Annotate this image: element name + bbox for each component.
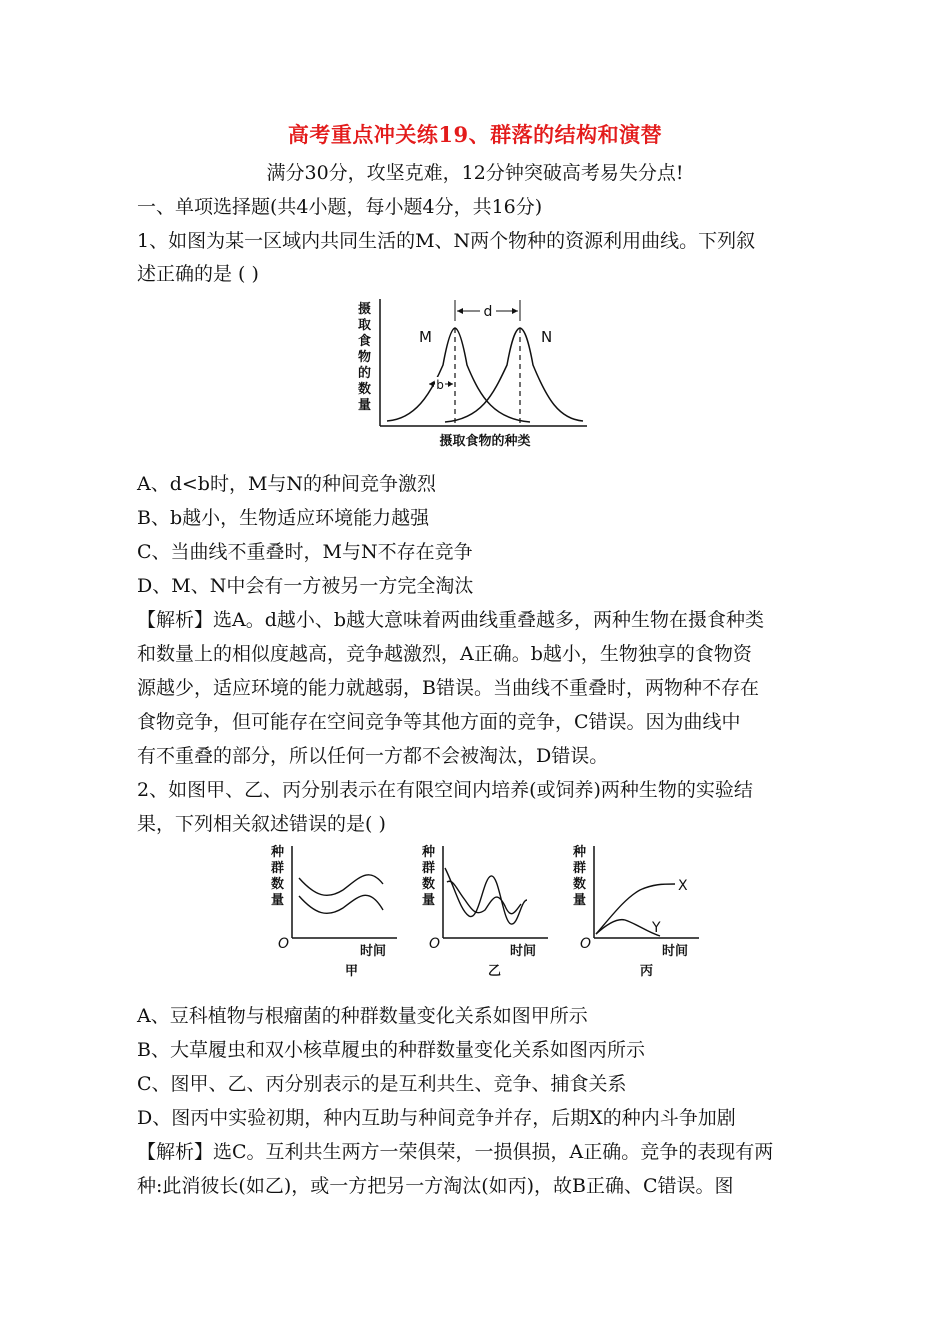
q1-option-a: A、d<b时，M与N的种间竞争激烈 [137, 473, 437, 495]
svg-text:摄: 摄 [358, 302, 372, 317]
q1-analysis-line: 有不重叠的部分，所以任何一方都不会被淘汰，D错误。 [137, 745, 609, 767]
svg-text:食: 食 [358, 334, 372, 349]
q1-analysis-line: 源越少，适应环境的能力就越弱，B错误。当曲线不重叠时，两物种不存在 [137, 677, 759, 699]
curve-n [445, 328, 583, 422]
curve-x [596, 884, 675, 934]
svg-text:物: 物 [358, 350, 372, 365]
panel-bing [572, 844, 699, 979]
svg-text:量: 量 [358, 398, 372, 413]
q2-analysis-line: 种:此消彼长(如乙)，或一方把另一方淘汰(如丙)，故B正确、C错误。图 [137, 1175, 734, 1197]
svg-text:时间: 时间 [510, 944, 537, 959]
q1-analysis-line: 【解析】选A。d越小、b越大意味着两曲线重叠越多，两种生物在摄食种类 [137, 609, 765, 631]
q1-option-b: B、b越小，生物适应环境能力越强 [137, 507, 430, 529]
q2-option-c: C、图甲、乙、丙分别表示的是互利共生、竞争、捕食关系 [137, 1073, 627, 1095]
svg-text:种: 种 [573, 845, 587, 860]
q2-option-d: D、图丙中实验初期，种内互助与种间竞争并存，后期X的种内斗争加剧 [137, 1107, 736, 1129]
panel-label-bing: 丙 [640, 964, 654, 979]
x-label: X [678, 878, 688, 894]
panel-label-yi: 乙 [488, 964, 502, 979]
q2-stem-line: 果，下列相关叙述错误的是( ) [137, 813, 386, 835]
section-heading: 一、单项选择题(共4小题，每小题4分，共16分) [137, 196, 543, 218]
svg-text:量: 量 [422, 893, 436, 908]
svg-text:数: 数 [358, 382, 372, 397]
svg-text:数: 数 [271, 877, 285, 892]
q1-analysis-line: 和数量上的相似度越高，竞争越激烈，A正确。b越小，生物独享的食物资 [137, 643, 752, 665]
q1-stem-line: 1、如图为某一区域内共同生活的M、N两个物种的资源利用曲线。下列叙 [137, 230, 756, 252]
q2-population-figures [265, 838, 715, 988]
document-title: 高考重点冲关练19、群落的结构和演替 [287, 122, 663, 147]
document-subtitle: 满分30分，攻坚克难，12分钟突破高考易失分点! [266, 162, 684, 184]
svg-text:时间: 时间 [662, 944, 689, 959]
q1-analysis-line: 食物竞争，但可能存在空间竞争等其他方面的竞争，C错误。因为曲线中 [137, 711, 741, 733]
q1-option-c: C、当曲线不重叠时，M与N不存在竞争 [137, 541, 473, 563]
q2-analysis-line: 【解析】选C。互利共生两方一荣俱荣，一损俱损，A正确。竞争的表现有两 [137, 1141, 774, 1163]
d-label: d [483, 304, 493, 320]
curve-m [387, 328, 530, 422]
svg-text:数: 数 [422, 877, 436, 892]
panel-label-jia: 甲 [345, 964, 359, 979]
svg-text:种: 种 [422, 845, 436, 860]
svg-text:种: 种 [271, 845, 285, 860]
svg-text:数: 数 [573, 877, 587, 892]
m-label: M [419, 328, 432, 346]
svg-text:O: O [429, 936, 441, 952]
svg-text:O: O [580, 936, 592, 952]
svg-text:时间: 时间 [360, 944, 387, 959]
q1-stem-line: 述正确的是 ( ) [137, 263, 259, 285]
y-label: Y [652, 920, 661, 936]
svg-text:群: 群 [271, 861, 285, 876]
svg-text:群: 群 [422, 861, 436, 876]
b-label: b [436, 378, 444, 392]
q1-option-d: D、M、N中会有一方被另一方完全淘汰 [137, 575, 474, 597]
q1-xlabel: 摄取食物的种类 [439, 434, 531, 449]
panel-jia [270, 844, 397, 979]
svg-text:取: 取 [358, 318, 372, 333]
svg-text:群: 群 [573, 861, 587, 876]
panel-yi [421, 844, 548, 979]
q1-ylabel [358, 301, 371, 413]
svg-text:的: 的 [358, 366, 372, 381]
q1-resource-curve-figure [355, 295, 595, 455]
n-label: N [541, 328, 553, 346]
svg-text:量: 量 [573, 893, 587, 908]
q2-option-a: A、豆科植物与根瘤菌的种群数量变化关系如图甲所示 [137, 1005, 588, 1027]
svg-text:量: 量 [271, 893, 285, 908]
q2-stem-line: 2、如图甲、乙、丙分别表示在有限空间内培养(或饲养)两种生物的实验结 [137, 779, 753, 801]
q2-option-b: B、大草履虫和双小核草履虫的种群数量变化关系如图丙所示 [137, 1039, 645, 1061]
svg-text:O: O [278, 936, 290, 952]
